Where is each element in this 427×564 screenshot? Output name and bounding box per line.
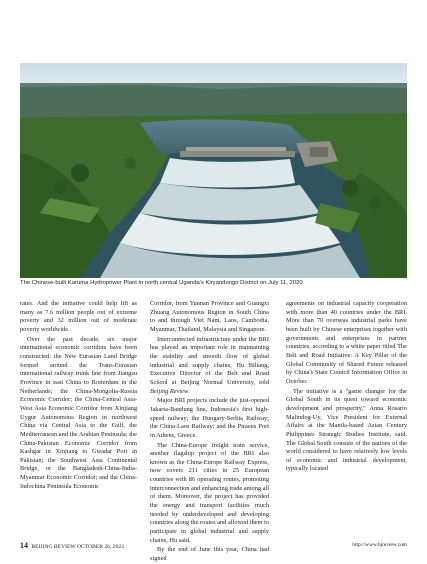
publication-name: Beijing Review <box>150 387 189 395</box>
paragraph-end: . <box>188 387 190 395</box>
paragraph: Over the past decade, six major international economic corridors have been constructed: the New Eurasian Land Bridge formed around the Trans-Eurasian international railway trunk line from Jiangsu Province in east China to Rotterdam in the Netherlands; the China-Mongolia-Russia Economic Corridor; the China-Central Asia-West Asia Economic Corridor from Xinjiang Uygur Autonomous Region in northwest China via Central Asia to the Gulf, the Mediterranean and the Arabian Peninsula; the China-Pakistan Economic Corridor from Kashgar in Xinjiang to Gwadar Port in Pakistan; the Southwest Asia Continental Bridge, or the Bangladesh-China-India-Myanmar Economic Corridor; and the China-Indochina Peninsula Economic <box>20 335 137 490</box>
paragraph: The China-Europe freight train service, another flagship project of the BRI also known as the China-Europe Railway Express, now covers 211 cities in 25 European countries with 86 operating routes, promoting interconnection and enhancing trade among all of them. Moreover, the project has provided the energy and transport facilities much needed by underdeveloped and developing countries along the routes and allowed them to participate in global industrial and supply chains, Hu said. <box>150 441 269 544</box>
paragraph: Corridor, from Yunnan Province and Guangxi Zhuang Autonomous Region in South China to and through Viet Nam, Laos, Cambodia, Myanmar, Thailand, Malaysia and Singapore. <box>150 300 269 333</box>
article-column-2 <box>150 300 269 563</box>
hydropower-plant-photo <box>20 63 407 278</box>
photo-caption: The Chinese-built Karuma Hydropower Plant in north central Uganda's Kiryandongo District on July 11, 2020 <box>20 280 303 286</box>
paragraph <box>150 336 269 397</box>
paragraph: Major BRI projects include the just-opened Jakarta-Bandung line, Indonesia's first high-speed railway; the Hungary-Serbia Railway; the China-Laos Railway; and the Piraeus Port in Athens, Greece. <box>150 397 269 439</box>
dam-aerial-image <box>20 63 407 278</box>
page-number: 14 <box>20 541 28 550</box>
website-url: http://www.bjreview.com <box>352 542 407 548</box>
paragraph-text: Interconnected infrastructure under the BRI has played an important role in maintaining the stability and smooth flow of global industrial and supply chains, Hu Biliang, Executive Director of the Belt and Road School at Beijing Normal University, told <box>150 335 269 386</box>
paragraph: agreements on industrial capacity cooperation with more than 40 countries under the BRI. More than 70 overseas industrial parks have been built by Chinese enterprises together with governments and enterprises in partner countries, according to a white paper titled The Belt and Road Initiative: A Key Pillar of the Global Community of Shared Future released by China's State Council Information Office in October. <box>286 300 407 385</box>
photo-credit: XINHUA <box>402 66 406 78</box>
article-column-1 <box>20 300 137 538</box>
article-column-3 <box>286 300 407 538</box>
paragraph: The initiative is a "game changer for the Global South in its quest toward economic development and prosperity," Anna Rosario Malindog-Uy, Vice President for External Affairs at the Manila-based Asian Century Philippines Strategic Studies Institute, said. The Global South consists of the nations of the world considered to have relatively low levels of economic and industrial development, typically located <box>286 387 407 473</box>
issue-info: BEIJING REVIEW OCTOBER 26, 2023 <box>31 544 124 550</box>
page-footer-left <box>20 541 124 550</box>
paragraph: rates. And the initiative could help lift as many as 7.6 million people out of extreme poverty and 32 million out of moderate poverty worldwide. <box>20 300 137 333</box>
paragraph: By the end of June this year, China had signed <box>150 546 269 563</box>
